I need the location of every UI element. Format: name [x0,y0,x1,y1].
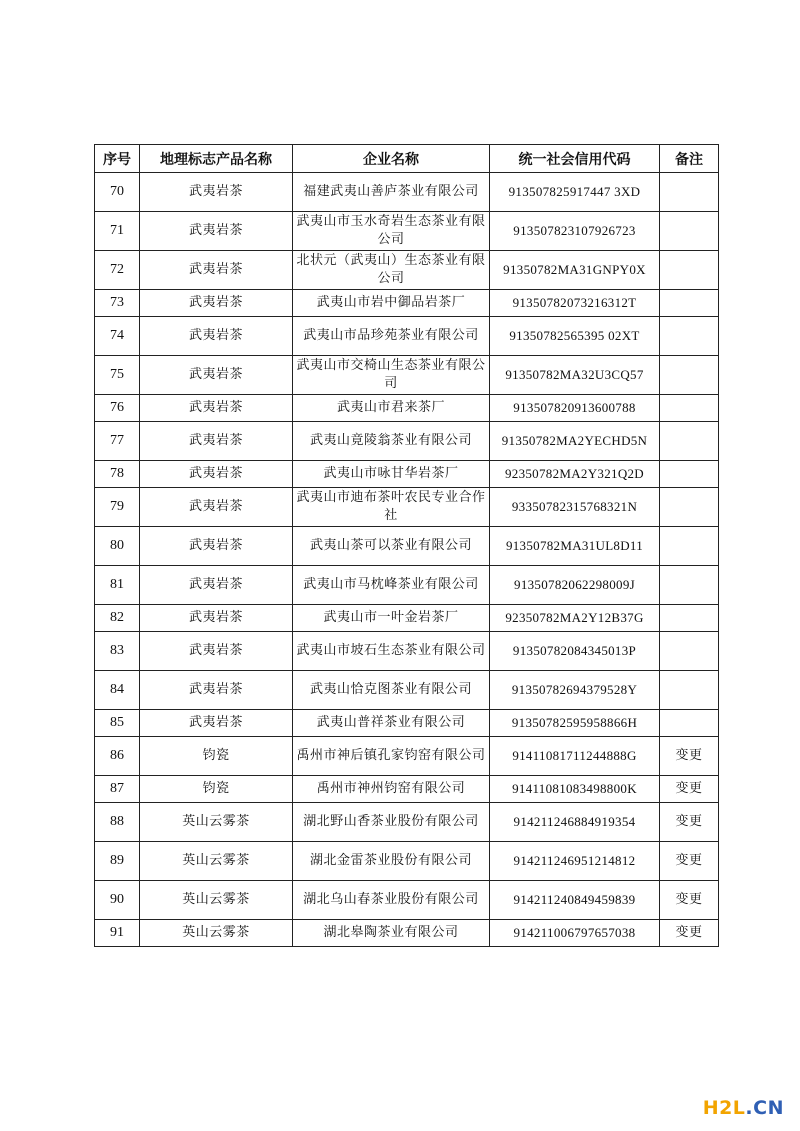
cell-company: 湖北皋陶茶业有限公司 [293,920,490,947]
cell-company: 福建武夷山善庐茶业有限公司 [293,173,490,212]
table-row [95,212,719,251]
table-row [95,290,719,317]
header-code: 统一社会信用代码 [490,145,660,173]
cell-code: 93350782315768321N [490,488,660,527]
cell-code: 91350782595958866H [490,710,660,737]
cell-note [660,671,719,710]
cell-code: 91350782MA31UL8D11 [490,527,660,566]
cell-note [660,422,719,461]
cell-seq: 91 [95,920,140,947]
table-row [95,395,719,422]
cell-seq: 77 [95,422,140,461]
cell-seq: 89 [95,842,140,881]
table-row [95,422,719,461]
watermark-part2: .CN [745,1097,784,1119]
cell-product: 英山云雾茶 [140,881,293,920]
cell-product: 武夷岩茶 [140,671,293,710]
cell-product: 武夷岩茶 [140,488,293,527]
cell-code: 91350782MA2YECHD5N [490,422,660,461]
cell-code: 91350782073216312T [490,290,660,317]
cell-note [660,317,719,356]
cell-code: 914211246884919354 [490,803,660,842]
cell-note [660,461,719,488]
cell-code: 913507820913600788 [490,395,660,422]
cell-seq: 85 [95,710,140,737]
cell-seq: 82 [95,605,140,632]
cell-code: 91411081711244888G [490,737,660,776]
cell-product: 武夷岩茶 [140,212,293,251]
cell-product: 武夷岩茶 [140,710,293,737]
cell-company: 湖北野山香茶业股份有限公司 [293,803,490,842]
table-row [95,566,719,605]
cell-company: 禹州市神州钧窑有限公司 [293,776,490,803]
cell-company: 武夷山市君来茶厂 [293,395,490,422]
cell-seq: 78 [95,461,140,488]
cell-company: 武夷山茶可以茶业有限公司 [293,527,490,566]
cell-seq: 73 [95,290,140,317]
cell-note [660,566,719,605]
cell-seq: 71 [95,212,140,251]
enterprise-table-container [94,144,718,947]
enterprise-table [94,144,719,947]
cell-note: 变更 [660,803,719,842]
table-row [95,803,719,842]
cell-product: 武夷岩茶 [140,251,293,290]
cell-company: 武夷山市咏甘华岩茶厂 [293,461,490,488]
cell-code: 91350782694379528Y [490,671,660,710]
cell-company: 武夷山市迪布茶叶农民专业合作社 [293,488,490,527]
cell-seq: 74 [95,317,140,356]
cell-product: 英山云雾茶 [140,803,293,842]
cell-seq: 70 [95,173,140,212]
cell-company: 武夷山市品珍苑茶业有限公司 [293,317,490,356]
cell-code: 91350782565395 02XT [490,317,660,356]
cell-product: 武夷岩茶 [140,356,293,395]
cell-seq: 90 [95,881,140,920]
cell-company: 湖北金雷茶业股份有限公司 [293,842,490,881]
table-row [95,710,719,737]
cell-company: 禹州市神后镇孔家钧窑有限公司 [293,737,490,776]
cell-product: 英山云雾茶 [140,920,293,947]
cell-company: 武夷山市一叶金岩茶厂 [293,605,490,632]
cell-code: 913507825917447 3XD [490,173,660,212]
cell-note [660,527,719,566]
cell-product: 武夷岩茶 [140,605,293,632]
cell-note: 变更 [660,842,719,881]
cell-product: 武夷岩茶 [140,527,293,566]
cell-note: 变更 [660,776,719,803]
cell-company: 武夷山竟陵翁茶业有限公司 [293,422,490,461]
table-row [95,605,719,632]
header-product: 地理标志产品名称 [140,145,293,173]
cell-seq: 79 [95,488,140,527]
cell-product: 武夷岩茶 [140,566,293,605]
cell-company: 武夷山市交椅山生态茶业有限公司 [293,356,490,395]
cell-seq: 86 [95,737,140,776]
cell-note [660,212,719,251]
cell-company: 武夷山恰克图茶业有限公司 [293,671,490,710]
cell-product: 钧瓷 [140,776,293,803]
cell-note [660,632,719,671]
table-row [95,920,719,947]
cell-note [660,173,719,212]
cell-code: 914211240849459839 [490,881,660,920]
cell-company: 武夷山市岩中御品岩茶厂 [293,290,490,317]
cell-seq: 81 [95,566,140,605]
cell-product: 武夷岩茶 [140,395,293,422]
cell-note [660,488,719,527]
cell-seq: 72 [95,251,140,290]
cell-note: 变更 [660,881,719,920]
cell-note [660,356,719,395]
cell-product: 武夷岩茶 [140,290,293,317]
cell-code: 91350782MA32U3CQ57 [490,356,660,395]
cell-note [660,395,719,422]
cell-seq: 80 [95,527,140,566]
cell-product: 武夷岩茶 [140,317,293,356]
cell-seq: 87 [95,776,140,803]
cell-company: 武夷山市玉水奇岩生态茶业有限公司 [293,212,490,251]
cell-note [660,290,719,317]
table-row [95,488,719,527]
table-row [95,776,719,803]
cell-code: 92350782MA2Y12B37G [490,605,660,632]
table-row [95,527,719,566]
cell-company: 北状元（武夷山）生态茶业有限公司 [293,251,490,290]
cell-code: 914211006797657038 [490,920,660,947]
table-row [95,461,719,488]
cell-seq: 83 [95,632,140,671]
site-watermark [703,1097,784,1119]
cell-code: 91411081083498800K [490,776,660,803]
cell-product: 武夷岩茶 [140,461,293,488]
table-row [95,173,719,212]
cell-product: 钧瓷 [140,737,293,776]
header-note: 备注 [660,145,719,173]
cell-note [660,605,719,632]
cell-company: 武夷山市马枕峰茶业有限公司 [293,566,490,605]
cell-code: 91350782084345013P [490,632,660,671]
cell-product: 武夷岩茶 [140,173,293,212]
table-row [95,881,719,920]
table-row [95,737,719,776]
table-row [95,632,719,671]
table-row [95,317,719,356]
cell-product: 武夷岩茶 [140,632,293,671]
cell-product: 英山云雾茶 [140,842,293,881]
table-row [95,251,719,290]
cell-code: 91350782MA31GNPY0X [490,251,660,290]
cell-company: 武夷山普祥茶业有限公司 [293,710,490,737]
cell-seq: 75 [95,356,140,395]
cell-code: 92350782MA2Y321Q2D [490,461,660,488]
cell-code: 91350782062298009J [490,566,660,605]
cell-code: 913507823107926723 [490,212,660,251]
table-row [95,356,719,395]
cell-company: 武夷山市坡石生态茶业有限公司 [293,632,490,671]
cell-code: 914211246951214812 [490,842,660,881]
table-row [95,671,719,710]
cell-note [660,710,719,737]
table-row [95,842,719,881]
header-seq: 序号 [95,145,140,173]
cell-seq: 84 [95,671,140,710]
cell-product: 武夷岩茶 [140,422,293,461]
cell-note: 变更 [660,920,719,947]
header-company: 企业名称 [293,145,490,173]
table-header-row [95,145,719,173]
cell-note [660,251,719,290]
watermark-part1: H2L [702,1097,746,1119]
cell-note: 变更 [660,737,719,776]
table-body [95,173,719,947]
cell-company: 湖北乌山春茶业股份有限公司 [293,881,490,920]
cell-seq: 88 [95,803,140,842]
cell-seq: 76 [95,395,140,422]
